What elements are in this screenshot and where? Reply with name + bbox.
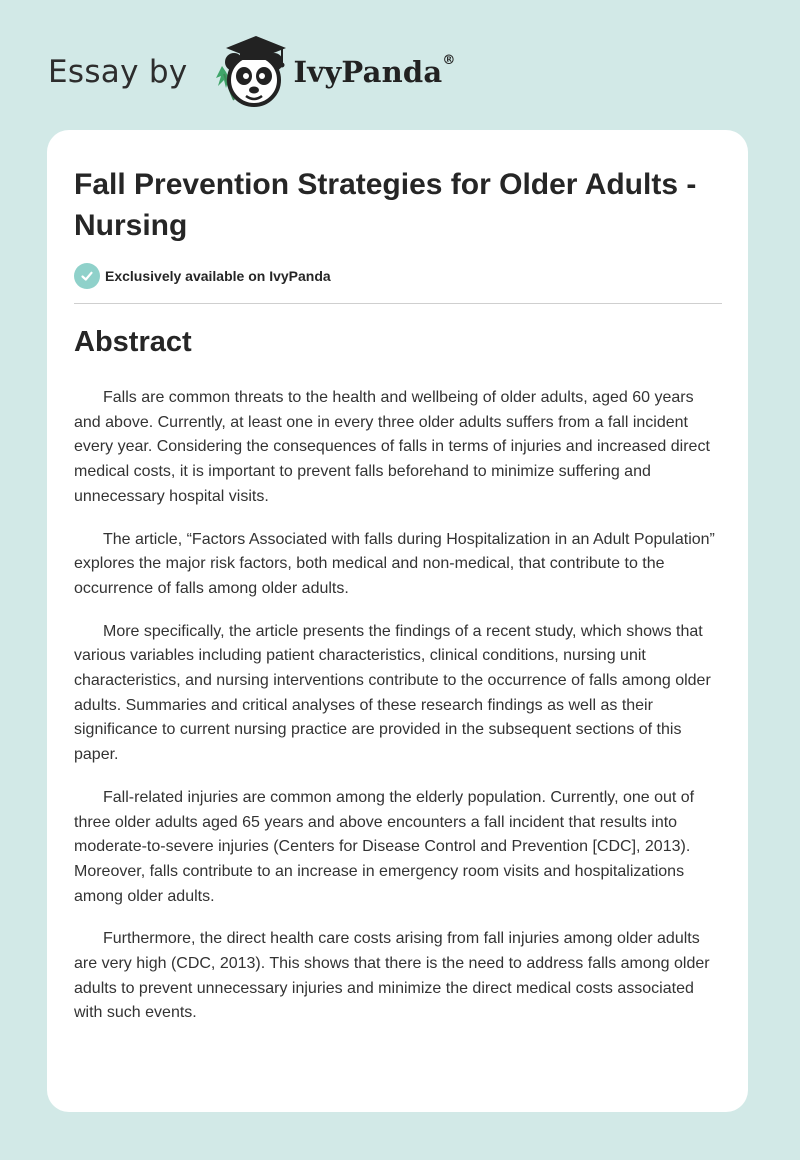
essay-card <box>47 130 748 1112</box>
site-header <box>48 34 456 110</box>
paragraph: More specifically, the article presents the findings of a recent study, which shows that various variables including patient characteristics, clinical conditions, nursing unit characteristics, and nursing interventions contribute to the occurrence of falls among older adults. Summaries and critical analyses of these research findings as well as their significance to current nursing practice are provided in the subsequent sections of this paper. <box>74 622 711 764</box>
panda-logo-icon[interactable] <box>202 34 292 110</box>
paragraph: The article, “Factors Associated with falls during Hospitalization in an Adult Population” explores the major risk factors, both medical and non-medical, that contribute to the occurrence of falls among older adults. <box>74 530 715 597</box>
paragraph: Fall-related injuries are common among the elderly population. Currently, one out of three older adults aged 65 years and above encounters a fall incident that results into moderate-to-severe injuries (Centers for Disease Control and Prevention [CDC], 2013). Moreover, falls contribute to an increase in emergency room visits and hospitalizations among older adults. <box>74 788 695 905</box>
paragraph: Falls are common threats to the health and wellbeing of older adults, aged 60 years and above. Currently, at least one in every three older adults suffers from a fall incident every year. Considering the consequences of falls in terms of injuries and increased direct medical costs, it is important to prevent falls beforehand to minimize suffering and unnecessary hospital visits. <box>74 389 710 505</box>
exclusive-badge-label: Exclusively available on IvyPanda <box>105 268 331 284</box>
section-heading-abstract: Abstract <box>74 326 192 358</box>
registered-mark: ® <box>442 53 456 68</box>
exclusive-badge <box>74 263 331 289</box>
paragraph: Furthermore, the direct health care costs arising from fall injuries among older adults are very high (CDC, 2013). This shows that there is the need to address falls among older adults to prevent unnecessary injuries and minimize the direct medical costs associated with such events. <box>74 930 710 1022</box>
brand-name[interactable]: IvyPanda® <box>293 53 456 89</box>
check-circle-icon <box>74 263 100 289</box>
essay-body <box>74 386 724 1044</box>
page-title: Fall Prevention Strategies for Older Adults - Nursing <box>74 168 697 242</box>
divider <box>74 303 722 304</box>
essay-by-label: Essay by <box>48 54 188 90</box>
